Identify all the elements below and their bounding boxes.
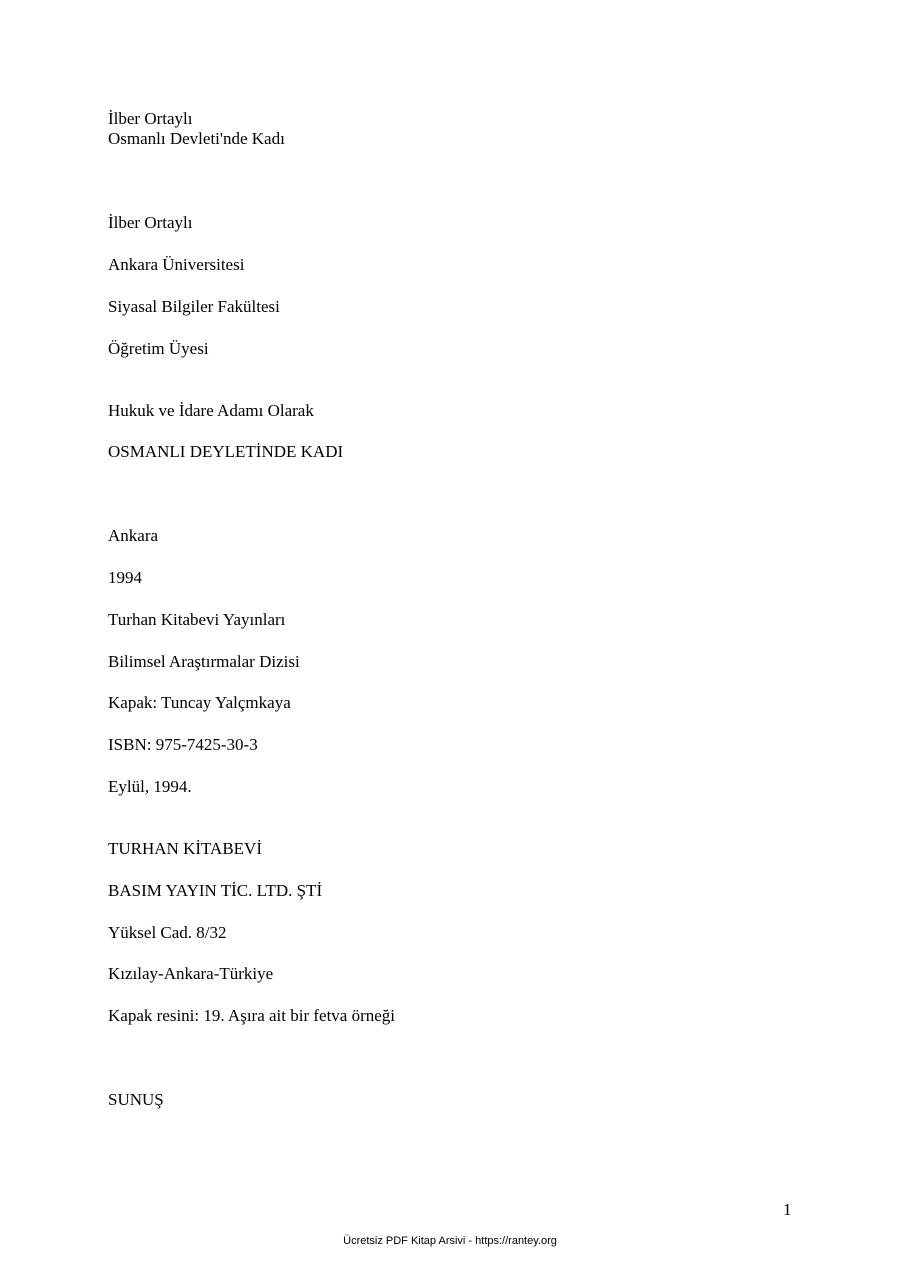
section-heading: SUNUŞ (108, 1090, 164, 1109)
book-title: OSMANLI DEYLETİNDE KADI (108, 442, 344, 461)
author-university: Ankara Üniversitesi (108, 255, 245, 274)
book-subtitle: Hukuk ve İdare Adamı Olarak (108, 401, 314, 420)
publisher-cover-note: Kapak resini: 19. Aşıra ait bir fetva örneği (108, 1006, 396, 1025)
publication-cover: Kapak: Tuncay Yalçmkaya (108, 693, 291, 712)
publication-year: 1994 (108, 568, 142, 587)
footer-text: Ücretsiz PDF Kitap Arsivi - https://rantey.org (343, 1235, 557, 1247)
publication-series: Bilimsel Araştırmalar Dizisi (108, 652, 300, 671)
publication-city: Ankara (108, 526, 159, 545)
publisher-location: Kızılay-Ankara-Türkiye (108, 964, 274, 983)
publisher-name: TURHAN KİTABEVİ (108, 839, 262, 858)
page-number: 1 (783, 1200, 792, 1219)
publisher-address: Yüksel Cad. 8/32 (108, 923, 227, 942)
publication-date: Eylül, 1994. (108, 777, 192, 796)
publication-publisher: Turhan Kitabevi Yayınları (108, 610, 286, 629)
author-faculty: Siyasal Bilgiler Fakültesi (108, 297, 280, 316)
header-author: İlber Ortaylı (108, 109, 193, 128)
author-position: Öğretim Üyesi (108, 339, 209, 358)
author-name: İlber Ortaylı (108, 213, 193, 232)
publisher-company: BASIM YAYIN TİC. LTD. ŞTİ (108, 881, 323, 900)
header-title: Osmanlı Devleti'nde Kadı (108, 129, 285, 148)
publication-isbn: ISBN: 975-7425-30-3 (108, 735, 258, 754)
